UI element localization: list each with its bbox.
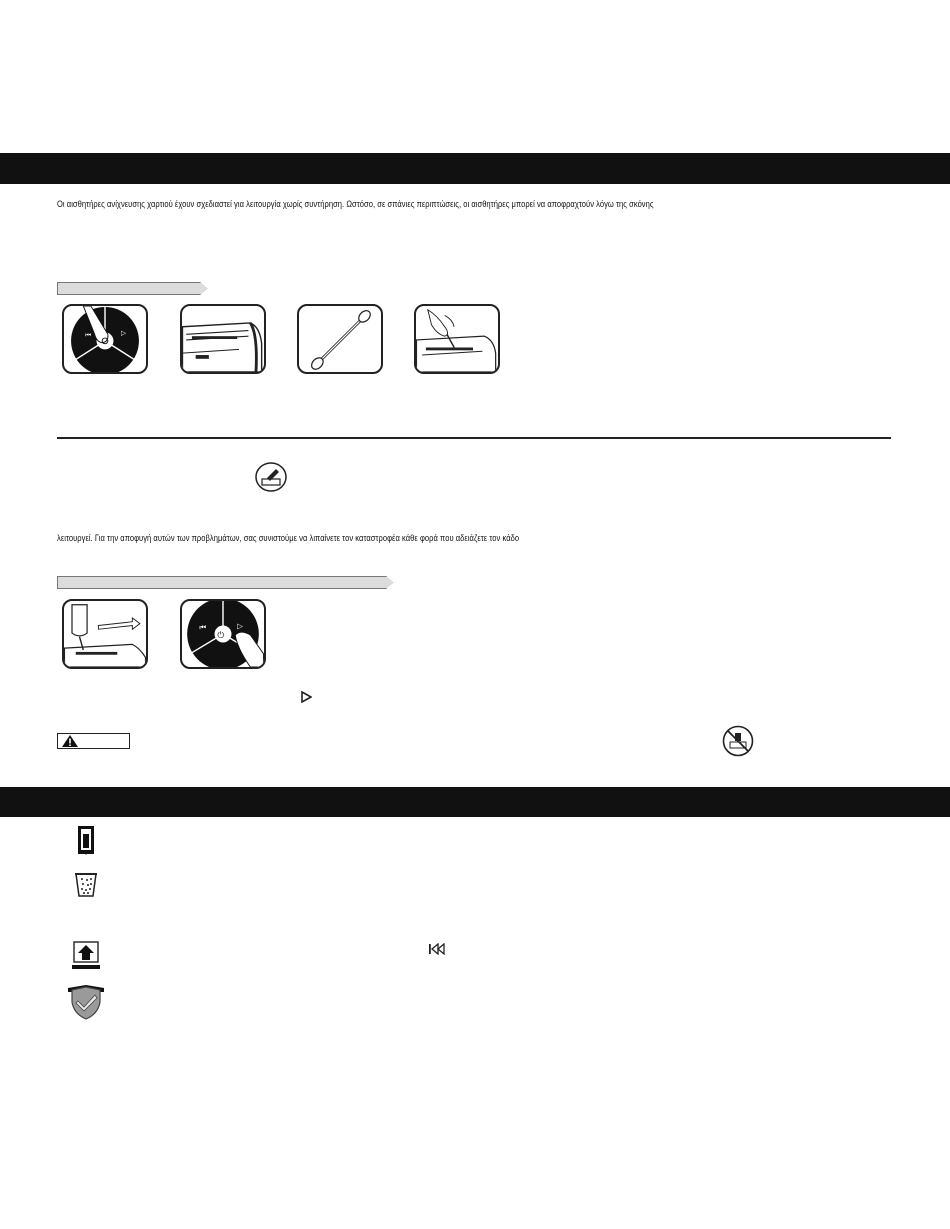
steps-tab-2 — [57, 576, 394, 589]
steps-tab-1 — [57, 282, 208, 295]
oil-bottle-icon — [62, 599, 148, 669]
svg-text:⏮: ⏮ — [199, 623, 207, 633]
shield-check-icon — [66, 984, 106, 1020]
forward-play-icon — [300, 691, 312, 703]
svg-text:▷: ▷ — [121, 329, 127, 338]
power-button-press-icon — [62, 304, 148, 374]
warning-triangle-icon — [61, 734, 79, 748]
svg-text:⏻: ⏻ — [217, 629, 225, 640]
svg-text:▷: ▷ — [237, 621, 243, 631]
section-divider — [57, 437, 891, 439]
reverse-icon — [428, 943, 446, 955]
forward-button-press-icon — [180, 599, 266, 669]
oil-instructions-text: λειτουργεί. Για την αποφυγή αυτών των προβλημάτων, σας συνιστούμε να λιπαίνετε τον καταστροφέα κάθε φορά που αδειάζετε τον κάδο — [57, 533, 520, 543]
maintenance-intro-text: Οι αισθητήρες ανίχνευσης χαρτιού έχουν σχεδιαστεί για λειτουργία χωρίς συντήρηση. Ωστόσο, σε σπάνιες περιπτώσεις, οι αισθητήρες μπορεί να αποφραχτούν λόγω της σκόνης — [57, 199, 654, 209]
cotton-swab-icon — [297, 304, 383, 374]
top-header-band — [0, 153, 950, 184]
shredder-top-icon — [180, 304, 266, 374]
warning-label-box — [57, 733, 130, 749]
feed-up-icon — [70, 939, 102, 971]
svg-text:⏮: ⏮ — [85, 331, 92, 340]
bin-particles-icon — [73, 870, 99, 898]
bin-full-icon — [75, 824, 97, 856]
sensor-cleaning-icon — [414, 304, 500, 374]
note-pen-icon — [255, 462, 287, 492]
bottom-header-band — [0, 787, 950, 817]
no-aerosol-icon — [722, 725, 754, 757]
